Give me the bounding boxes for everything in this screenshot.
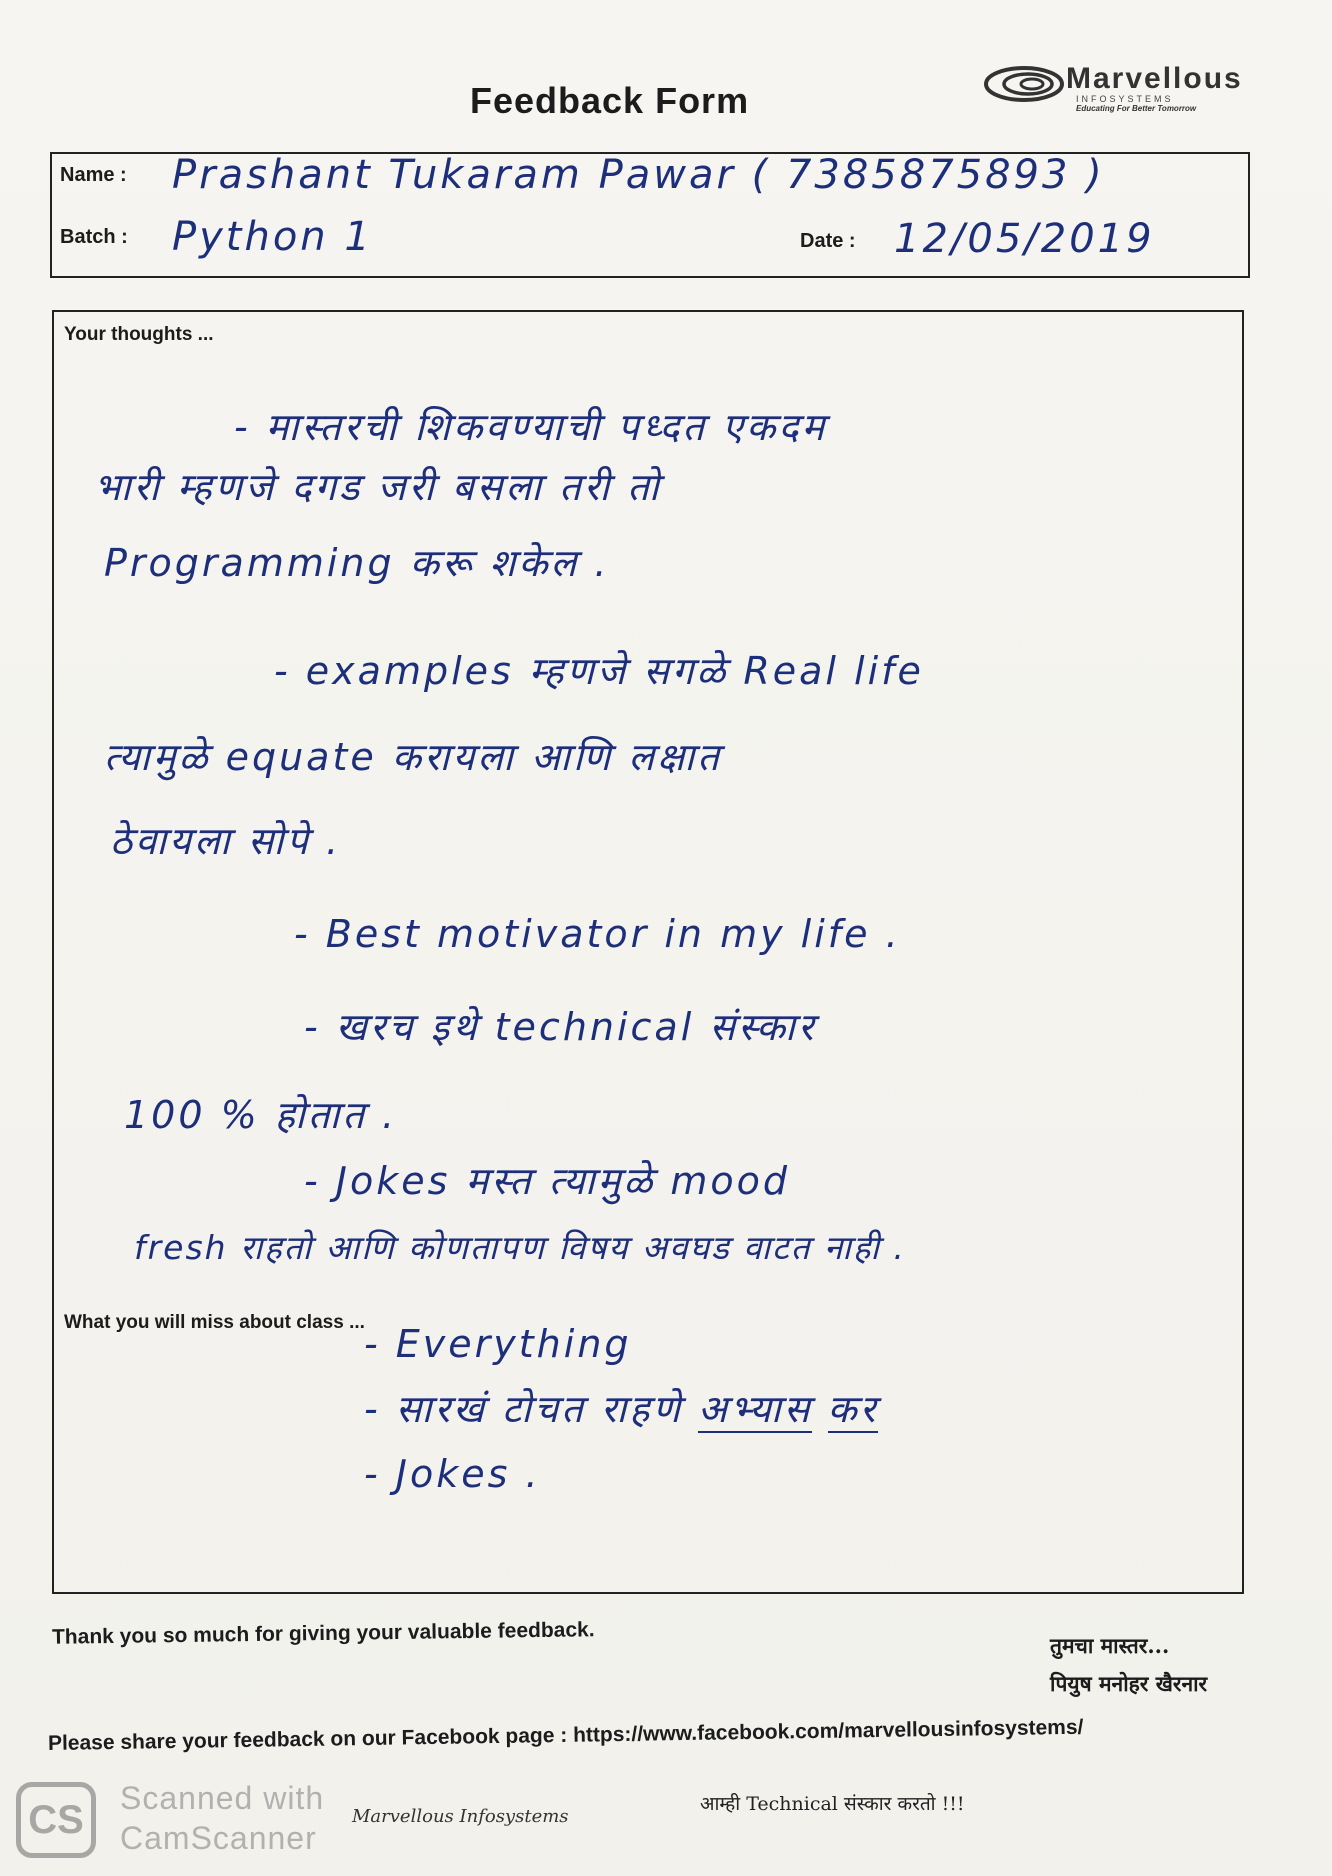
logo-name: Marvellous bbox=[1066, 62, 1243, 95]
miss-label: What you will miss about class ... bbox=[64, 1312, 365, 1333]
thought-line: - Jokes मस्त त्यामुळे mood bbox=[304, 1159, 790, 1203]
swirl-logo-icon bbox=[980, 64, 1064, 104]
thanks-text: Thank you so much for giving your valuable feedback. bbox=[51, 1618, 595, 1649]
signature-line-2: पियुष मनोहर खैरनार bbox=[1050, 1671, 1208, 1696]
details-box bbox=[50, 152, 1250, 278]
miss-underlined-word: कर bbox=[827, 1387, 879, 1431]
date-label: Date : bbox=[800, 230, 856, 252]
thought-line: त्यामुळे equate करायला आणि लक्षात bbox=[104, 735, 722, 779]
name-value: Prashant Tukaram Pawar ( 7385875893 ) bbox=[172, 152, 1105, 198]
feedback-box bbox=[52, 310, 1244, 1594]
miss-line: - Jokes . bbox=[364, 1452, 541, 1496]
logo-tagline: Educating For Better Tomorrow bbox=[1076, 104, 1197, 113]
miss-underlined-word: अभ्यास bbox=[698, 1387, 813, 1431]
thought-line: - खरच इथे technical संस्कार bbox=[304, 1005, 817, 1049]
batch-label: Batch : bbox=[60, 226, 128, 248]
logo-subtitle: INFOSYSTEMS bbox=[1076, 94, 1174, 104]
thought-line: Programming करू शकेल . bbox=[104, 541, 610, 585]
marvellous-logo bbox=[980, 62, 1280, 112]
footer-slogan: आम्ही Technical संस्कार करतो !!! bbox=[700, 1793, 965, 1815]
thought-line: 100 % होतात . bbox=[124, 1093, 398, 1137]
batch-value: Python 1 bbox=[172, 214, 373, 260]
scanner-line-2: CamScanner bbox=[120, 1820, 317, 1856]
thought-line: भारी म्हणजे दगड जरी बसला तरी तो bbox=[94, 465, 662, 509]
form-title: Feedback Form bbox=[470, 80, 750, 121]
miss-line bbox=[364, 1382, 878, 1434]
thoughts-label: Your thoughts ... bbox=[64, 324, 214, 345]
miss-line-text: - सारखं टोचत राहणे bbox=[364, 1387, 683, 1431]
thought-line: ठेवायला सोपे . bbox=[110, 819, 342, 863]
signature-line-1: तुमचा मास्तर... bbox=[1050, 1633, 1170, 1658]
thought-line: - examples म्हणजे सगळे Real life bbox=[274, 649, 924, 693]
camscanner-icon: CS bbox=[16, 1782, 96, 1858]
date-value: 12/05/2019 bbox=[894, 216, 1155, 262]
name-label: Name : bbox=[60, 164, 127, 186]
miss-line: - Everything bbox=[364, 1322, 632, 1366]
thought-line: fresh राहतो आणि कोणतापण विषय अवघड वाटत नाही . bbox=[134, 1228, 906, 1267]
thought-line: - मास्तरची शिकवण्याची पध्दत एकदम bbox=[234, 405, 828, 449]
scanner-line-1: Scanned with bbox=[120, 1780, 325, 1816]
thought-line: - Best motivator in my life . bbox=[294, 912, 901, 956]
share-facebook-text: Please share your feedback on our Facebook page : https://www.facebook.com/marvellousinfosystems/ bbox=[47, 1715, 1084, 1755]
camscanner-watermark bbox=[16, 1776, 352, 1860]
footer-brand: Marvellous Infosystems bbox=[352, 1806, 569, 1827]
